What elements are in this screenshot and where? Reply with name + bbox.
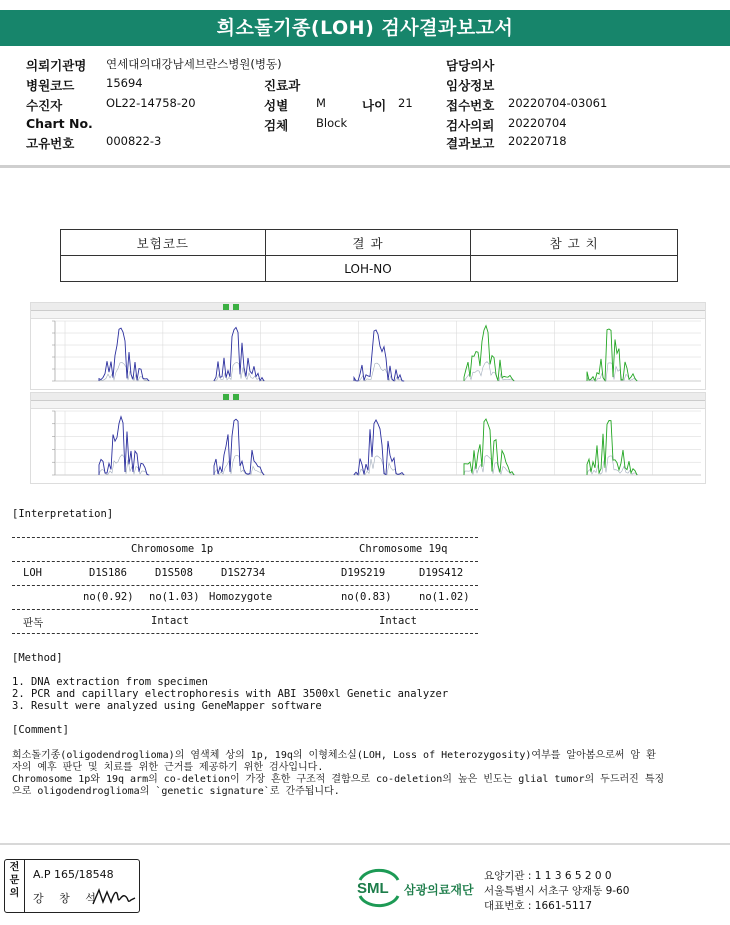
marker-d19s412: D19S412 — [419, 567, 464, 579]
method-heading: [Method] — [12, 652, 63, 664]
value-d1s2734: Homozygote — [209, 591, 273, 603]
report-date-label: 결과보고 — [446, 136, 495, 151]
report-title: 희소돌기종(LOH) 검사결과보고서 — [0, 10, 730, 46]
request-date-value: 20220704 — [508, 116, 567, 130]
lab-phone: 대표번호 : 1661-5117 — [484, 900, 593, 912]
lab-address: 서울특별시 서초구 양재동 9-60 — [484, 885, 630, 897]
electropherogram-trace-1 — [31, 303, 707, 391]
request-date-label: 검사의뢰 — [446, 118, 495, 133]
department-label: 진료과 — [264, 78, 301, 93]
lab-name: 삼광의료재단 — [404, 883, 474, 897]
chromosome-19q-header: Chromosome 19q — [359, 543, 448, 555]
trace-peaks-2 — [354, 420, 404, 475]
trace-background-3 — [464, 362, 515, 381]
method-step-2: 2. PCR and capillary electrophoresis with ABI 3500xl Genetic analyzer — [12, 688, 449, 700]
trace-peaks-1 — [214, 419, 264, 475]
receipt-no-label: 접수번호 — [446, 98, 495, 113]
hospital-code-value: 15694 — [106, 76, 143, 90]
interpretation-heading: [Interpretation] — [12, 508, 114, 520]
comment-line-2: 자의 예후 판단 및 치료를 위한 근거를 제공하기 위한 검사입니다. — [12, 762, 324, 773]
verdict-label: 판독 — [23, 617, 44, 629]
age-value: 21 — [398, 96, 413, 110]
value-d19s412: no(1.02) — [419, 591, 470, 603]
stamp-side-char: 문 — [9, 875, 20, 886]
clinical-info-label: 임상정보 — [446, 78, 495, 93]
stamp-side-label — [5, 860, 25, 912]
trace-peaks-0 — [99, 328, 149, 381]
reference-header: 참 고 치 — [471, 230, 678, 256]
logo-mark: SML — [357, 880, 389, 897]
stamp-side-char: 전 — [9, 862, 20, 873]
header-divider — [0, 165, 730, 168]
electropherogram-trace-2 — [31, 393, 707, 485]
specimen-value: Block — [316, 116, 348, 130]
stamp-side-char: 의 — [9, 888, 20, 899]
insurance-code-header: 보험코드 — [61, 230, 266, 256]
trace-peaks-0 — [99, 417, 149, 475]
comment-line-1: 희소돌기종(oligodendroglioma)의 염색체 상의 1p, 19q의 이형체소실(LOH, Loss of Heterozygosity)여부를 알아봄으로써 암 환 — [12, 750, 656, 761]
result-cell: LOH-NO — [265, 256, 471, 282]
verdict-1p: Intact — [151, 615, 189, 627]
trace-peaks-3 — [464, 419, 514, 475]
unique-no-value: 000822-3 — [106, 134, 162, 148]
marker-d1s2734: D1S2734 — [221, 567, 266, 579]
divider — [12, 609, 478, 610]
trace-peaks-4 — [587, 421, 637, 476]
divider — [12, 633, 478, 634]
stamp-name: 강 창 석 — [33, 892, 102, 905]
value-d19s219: no(0.83) — [341, 591, 392, 603]
verdict-19q: Intact — [379, 615, 417, 627]
institution-label: 의뢰기관명 — [26, 58, 87, 73]
electropherogram-panel-2 — [30, 392, 706, 484]
chromosome-1p-header: Chromosome 1p — [131, 543, 214, 555]
insurance-code-cell — [61, 256, 266, 282]
method-step-1: 1. DNA extraction from specimen — [12, 676, 208, 688]
doctor-label: 담당의사 — [446, 58, 495, 73]
result-header: 결 과 — [265, 230, 471, 256]
loh-row-label: LOH — [23, 567, 42, 579]
collector-label: 수진자 — [26, 98, 63, 113]
method-step-3: 3. Result were analyzed using GeneMapper software — [12, 700, 322, 712]
chart-no-label: Chart No. — [26, 116, 93, 131]
receipt-no-value: 20220704-03061 — [508, 96, 608, 110]
report-date-value: 20220718 — [508, 134, 567, 148]
comment-heading: [Comment] — [12, 724, 69, 736]
comment-line-4: 으로 oligodendroglioma의 `genetic signature`로 간주됩니다. — [12, 786, 340, 797]
value-d1s186: no(0.92) — [83, 591, 134, 603]
pathologist-stamp — [4, 859, 140, 913]
institution-value: 연세대의대강남세브란스병원(병동) — [106, 57, 282, 71]
age-label: 나이 — [362, 98, 387, 113]
divider — [12, 585, 478, 586]
result-table — [60, 229, 678, 282]
trace-background-2 — [354, 456, 405, 475]
reference-cell — [471, 256, 678, 282]
trace-peaks-2 — [354, 330, 404, 381]
divider — [12, 537, 478, 538]
marker-d1s186: D1S186 — [89, 567, 127, 579]
comment-line-3: Chromosome 1p와 19q arm의 co-deletion이 가장 흔한 구조적 결함으로 co-deletion의 높은 빈도는 glial tumor의 두드러진 특징 — [12, 774, 665, 785]
institution-code: 요양기관 : 1 1 3 6 5 2 0 0 — [484, 870, 612, 882]
hospital-code-label: 병원코드 — [26, 78, 75, 93]
marker-d1s508: D1S508 — [155, 567, 193, 579]
stamp-license: A.P 165/18548 — [33, 868, 114, 881]
sex-label: 성별 — [264, 98, 289, 113]
sex-value: M — [316, 96, 326, 110]
collector-value: OL22-14758-20 — [106, 96, 196, 110]
patient-info — [0, 52, 730, 152]
footer-divider — [0, 843, 730, 845]
trace-peaks-1 — [214, 328, 264, 382]
value-d1s508: no(1.03) — [149, 591, 200, 603]
electropherogram-panel-1 — [30, 302, 706, 390]
sml-logo-icon — [354, 866, 404, 908]
trace-peaks-4 — [587, 329, 637, 381]
trace-peaks-3 — [464, 326, 514, 381]
marker-d19s219: D19S219 — [341, 567, 386, 579]
signature-mark — [91, 886, 137, 908]
specimen-label: 검체 — [264, 118, 289, 133]
unique-no-label: 고유번호 — [26, 136, 75, 151]
divider — [12, 561, 478, 562]
